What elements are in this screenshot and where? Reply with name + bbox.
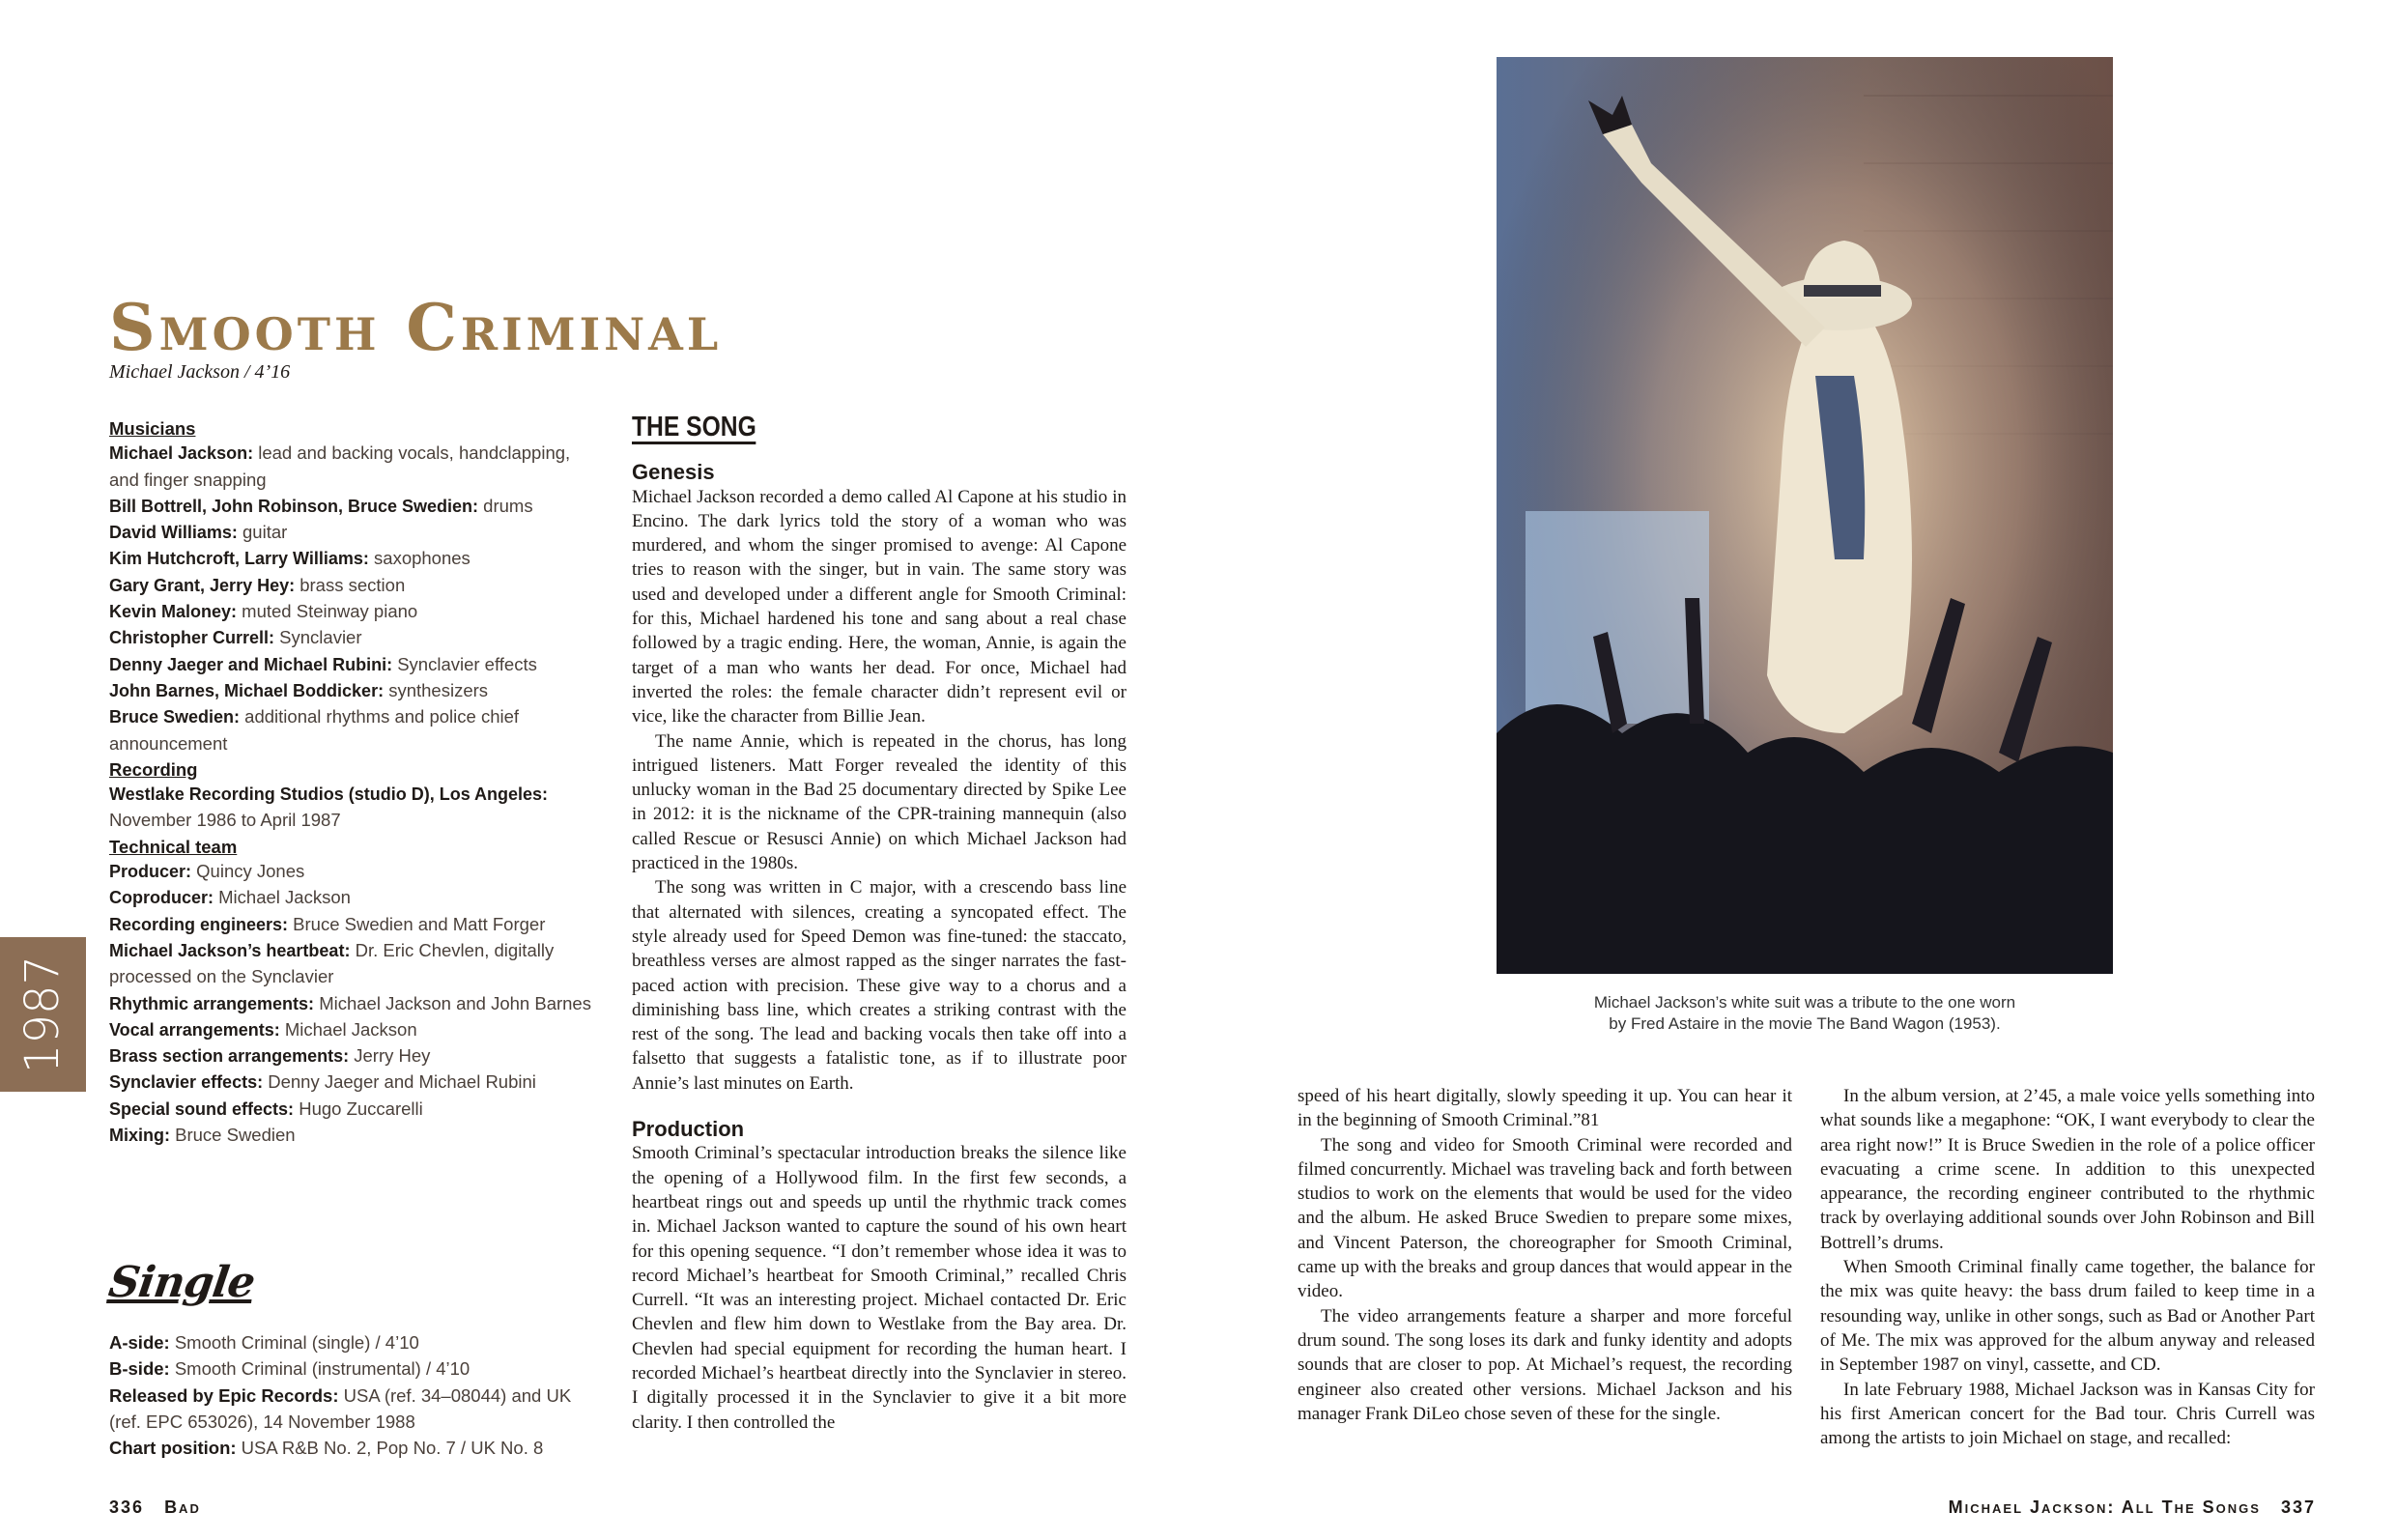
credit-line: David Williams: guitar: [109, 522, 288, 543]
paragraph: The name Annie, which is repeated in the chorus, has long intrigued listeners. Matt Forger revealed the identity of this unlucky woman in the Bad 25 documentary directed by Spike Lee in 2012: it is the nickname of the CPR-training mannequin (also called Rescue or Resusci Annie) on which Michael Jackson had practiced in the 1980s.: [632, 730, 1127, 874]
article-column-4: [1820, 1084, 2315, 1450]
footer-right: [1949, 1497, 2316, 1518]
credit-line: Mixing: Bruce Swedien: [109, 1125, 296, 1146]
paragraph: Smooth Criminal’s spectacular introduction breaks the silence like the opening of a Hollywood film. In the first few seconds, a heartbeat rings out and speeds up until the rhythmic track comes in. Michael Jackson wanted to capture the sound of his own heart for this opening sequence. “I don’t remember whose idea it was to record Michael’s heartbeat for Smooth Criminal,” recalled Chris Currell. “It was an interesting project. Michael contacted Dr. Eric Chevlen and flew him down to Westlake from the Bay area. Dr. Chevlen had special equipment for recording the human heart. I recorded Michael’s heartbeat directly into the Synclavier in stereo. I digitally processed it in the Synclavier to give it a bit more clarity. I then controlled the: [632, 1143, 1127, 1433]
credit-line: Recording engineers: Bruce Swedien and Matt Forger: [109, 913, 546, 934]
credit-line: Brass section arrangements: Jerry Hey: [109, 1045, 431, 1067]
paragraph: Michael Jackson recorded a demo called Al Capone at his studio in Encino. The dark lyrics told the story of a woman who was murdered, and whom the singer promised to avenge: Al Capone tries to reason with the singer, but in vain. The same story was used and developed under a different angle for Smooth Criminal: for this, Michael hardened his tone and sang about a real chase followed by a tragic ending. Here, the woman, Annie, is again the target of a man who wants her dead. For once, Michael had inverted the roles: the female character didn’t represent evil or vice, like the character from Billie Jean.: [632, 486, 1127, 727]
single-info: [109, 1330, 597, 1462]
credit-line: John Barnes, Michael Boddicker: synthesizers: [109, 679, 489, 700]
paragraph: The song and video for Smooth Criminal were recorded and filmed concurrently. Michael was traveling back and forth between studios to work on the elements that would be used for the video and the album. He asked Bruce Swedien to prepare some mixes, and Vincent Paterson, the choreographer for Smooth Criminal, came up with the breaks and group dances that would appear in the video.: [1298, 1134, 1792, 1302]
credit-line: Synclavier effects: Denny Jaeger and Michael Rubini: [109, 1071, 536, 1093]
credit-line: Special sound effects: Hugo Zuccarelli: [109, 1098, 423, 1119]
credit-line: Producer: Quincy Jones: [109, 861, 305, 882]
paragraph: The video arrangements feature a sharper and more forceful drum sound. The song loses its dark and funky identity and adopts sounds that are closer to pop. At Michael’s request, the recording engineer also created other versions. Michael Jackson and his manager Frank DiLeo chose seven of these for the single.: [1298, 1305, 1792, 1424]
footer-left: [109, 1497, 201, 1518]
single-logo: Single: [105, 1258, 258, 1307]
credit-line: Vocal arrangements: Michael Jackson: [109, 1018, 417, 1040]
single-line: B-side: Smooth Criminal (instrumental) / 4’10: [109, 1358, 471, 1380]
credit-line: Michael Jackson’s heartbeat: Dr. Eric Chevlen, digitally processed on the Synclavier: [109, 939, 555, 987]
paragraph: In late February 1988, Michael Jackson was in Kansas City for his first American concert for the Bad tour. Chris Currell was among the artists to join Michael on stage, and recalled:: [1820, 1379, 2315, 1449]
single-line: A-side: Smooth Criminal (single) / 4’10: [109, 1332, 419, 1353]
production-heading: Production: [632, 1117, 745, 1142]
paragraph: In the album version, at 2’45, a male voice yells something into what sounds like a megaphone: “OK, I want everybody to clear the area right now!” It is Bruce Swedien in the role of a police officer evacuating a crime scene. In addition to this unexpected appearance, the recording engineer contributed to the rhythmic track by overlaying additional sounds over John Robinson and Bill Bottrell’s drums.: [1820, 1086, 2315, 1253]
credit-line: Westlake Recording Studios (studio D), Los Angeles: November 1986 to April 1987: [109, 784, 549, 831]
credit-line: Christopher Currell: Synclavier: [109, 627, 362, 648]
credit-line: Bill Bottrell, John Robinson, Bruce Swedien: drums: [109, 495, 533, 516]
credits-column: [109, 416, 597, 1149]
caption-line-1: Michael Jackson’s white suit was a tribute to the one worn: [1593, 993, 2016, 1012]
credit-line: Rhythmic arrangements: Michael Jackson and John Barnes: [109, 992, 591, 1013]
footer-right-label: Michael Jackson: All The Songs: [1948, 1497, 2261, 1517]
song-subtitle: Michael Jackson / 4’16: [109, 361, 291, 383]
paragraph: speed of his heart digitally, slowly speeding it up. You can hear it in the beginning of Smooth Criminal.”81: [1298, 1086, 1792, 1131]
song-title: Smooth Criminal: [109, 290, 723, 365]
credit-line: Kim Hutchcroft, Larry Williams: saxophones: [109, 548, 471, 569]
photo-illustration: [1497, 57, 2113, 974]
genesis-heading: Genesis: [632, 460, 715, 485]
recording-heading: Recording: [109, 758, 198, 780]
page-number-right: 337: [2280, 1497, 2316, 1517]
technical-heading: Technical team: [109, 836, 238, 857]
footer-left-label: Bad: [164, 1497, 201, 1517]
photo-caption: [1507, 992, 2102, 1035]
year-label: 1987: [15, 955, 71, 1074]
credit-line: Gary Grant, Jerry Hey: brass section: [109, 574, 406, 595]
credit-line: Bruce Swedien: additional rhythms and police chief announcement: [109, 706, 520, 754]
photo: [1497, 57, 2113, 974]
credit-line: Denny Jaeger and Michael Rubini: Synclavier effects: [109, 653, 537, 674]
credit-line: Michael Jackson: lead and backing vocals, handclapping, and finger snapping: [109, 442, 571, 490]
caption-line-2: by Fred Astaire in the movie The Band Wagon (1953).: [1609, 1014, 2001, 1033]
single-line: Released by Epic Records: USA (ref. 34–08044) and UK (ref. EPC 653026), 14 November 1988: [109, 1384, 572, 1432]
paragraph: When Smooth Criminal finally came together, the balance for the mix was quite heavy: the bass drum failed to keep time in a resounding way, unlike in other songs, such as Bad or Another Part of Me. The mix was approved for the album anyway and released in September 1987 on vinyl, cassette, and CD.: [1820, 1257, 2315, 1376]
musicians-heading: Musicians: [109, 418, 196, 439]
year-tab: [0, 937, 86, 1092]
article-column-3: [1298, 1084, 1792, 1426]
single-line: Chart position: USA R&B No. 2, Pop No. 7 / UK No. 8: [109, 1438, 544, 1459]
section-heading: THE SONG: [632, 415, 756, 444]
credit-line: Coproducer: Michael Jackson: [109, 887, 351, 908]
page-number-left: 336: [109, 1497, 145, 1517]
paragraph: The song was written in C major, with a crescendo bass line that alternated with silences, creating a syncopated effect. The style already used for Speed Demon was fine-tuned: the staccato, breathless verses are almost rapped as the singer narrates the fast-paced action with precision. These give way to a chorus and a diminishing bass line, which creates a striking contrast with the rest of the song. The lead and backing vocals then take off into a falsetto that suggests a fatalistic tone, as if to illustrate poor Annie’s last minutes on Earth.: [632, 877, 1127, 1094]
credit-line: Kevin Maloney: muted Steinway piano: [109, 601, 418, 622]
article-column-2: [632, 412, 1127, 1435]
